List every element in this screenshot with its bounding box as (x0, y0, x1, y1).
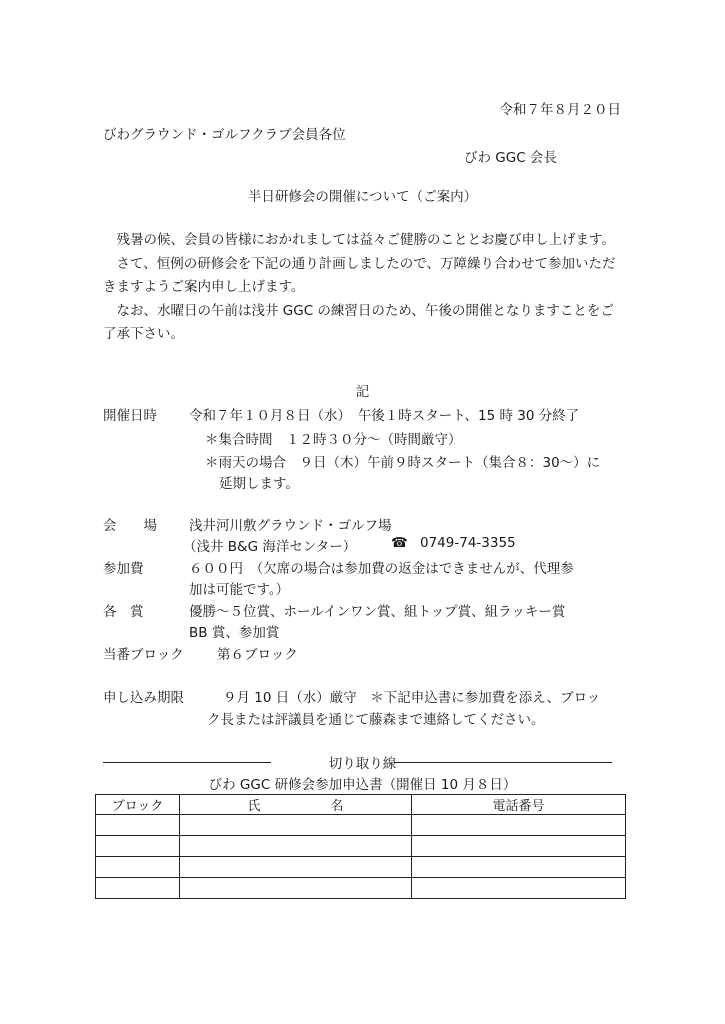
block-cell[interactable] (96, 857, 180, 878)
rain-note: ＊雨天の場合 ９日（木）午前９時スタート（集合８：30～）に (205, 455, 601, 471)
name-cell[interactable] (180, 878, 412, 899)
application-form-table (95, 794, 626, 899)
duty-value: 第６ブロック (217, 647, 298, 663)
datetime-label: 開催日時 (103, 408, 157, 424)
venue-row (103, 514, 392, 534)
duty-row (103, 643, 298, 663)
block-cell[interactable] (96, 878, 180, 899)
name-header (180, 795, 412, 815)
datetime-value: 令和７年１０月８日（水） 午後１時スタート、15 時 30 分終了 (189, 408, 580, 424)
venue-value: 浅井河川敷グラウンド・ゴルフ場 (189, 518, 392, 534)
name-cell[interactable] (180, 815, 412, 836)
form-row (96, 857, 626, 878)
fee-value: ６００円 （欠席の場合は参加費の返金はできませんが、代理参 (189, 561, 574, 577)
form-row (96, 878, 626, 899)
fee-label: 参加費 (103, 561, 144, 577)
name-header-family: 氏 (247, 799, 261, 814)
prize-label: 各 賞 (103, 604, 144, 620)
document-title: 半日研修会の開催について（ご案内） (247, 189, 478, 205)
phone-cell[interactable] (412, 857, 626, 878)
paragraph-invitation: さて、恒例の研修会を下記の通り計画しましたので、万障繰り合わせて参加いただきますようご案内申し上げます。 (103, 255, 616, 295)
name-cell[interactable] (180, 857, 412, 878)
fee-value-cont: 加は可能です。） (189, 582, 290, 598)
form-header-row (96, 795, 626, 815)
form-row (96, 836, 626, 857)
paragraph-greeting: 残暑の候、会員の皆様におかれましては益々ご健勝のこととお慶び申し上げます。 (103, 232, 615, 248)
datetime-row (103, 404, 579, 424)
deadline-value-cont: ク長または評議員を通じて藤森まで連絡してください。 (207, 712, 545, 728)
deadline-value: ９月 10 日（水）厳守 ＊下記申込書に参加費を添え、ブロッ (223, 690, 601, 706)
venue-sub: （浅井 B&G 海洋センター） (183, 539, 357, 555)
duty-label: 当番ブロック (103, 647, 184, 663)
block-cell[interactable] (96, 836, 180, 857)
phone-cell[interactable] (412, 878, 626, 899)
venue-label: 会 場 (103, 518, 157, 534)
block-header: ブロック (96, 795, 180, 815)
deadline-label: 申し込み期限 (103, 690, 184, 706)
form-title: びわ GGC 研修会参加申込書（開催日 10 月８日） (208, 777, 517, 793)
document-date: 令和７年８月２０日 (499, 102, 621, 118)
sender: びわ GGC 会長 (464, 150, 557, 166)
prize-row (103, 600, 565, 620)
block-cell[interactable] (96, 815, 180, 836)
body-text (103, 229, 623, 347)
phone-icon: ☎ (391, 535, 408, 551)
phone-header: 電話番号 (412, 795, 626, 815)
rain-note-cont: 延期します。 (219, 476, 299, 492)
paragraph-note: なお、水曜日の午前は浅井 GGC の練習日のため、午後の開催となりますことをご了承下さい。 (103, 302, 614, 342)
cut-line-right (394, 762, 612, 763)
deadline-row (103, 686, 600, 706)
prize-value: 優勝～５位賞、ホールインワン賞、組トップ賞、組ラッキー賞 (189, 604, 566, 620)
ki-heading: 記 (355, 384, 370, 400)
cut-line-label: 切り取り線 (328, 756, 397, 772)
phone-cell[interactable] (412, 815, 626, 836)
form-row (96, 815, 626, 836)
phone-number: 0749-74-3355 (420, 535, 516, 551)
name-cell[interactable] (180, 836, 412, 857)
addressee: びわグラウンド・ゴルフクラブ会員各位 (103, 127, 346, 143)
phone-cell[interactable] (412, 836, 626, 857)
gather-note: ＊集合時間 １２時３０分～（時間厳守） (205, 432, 462, 448)
name-header-given: 名 (330, 799, 344, 814)
fee-row (103, 557, 574, 577)
prize-value-cont: BB 賞、参加賞 (189, 625, 280, 641)
